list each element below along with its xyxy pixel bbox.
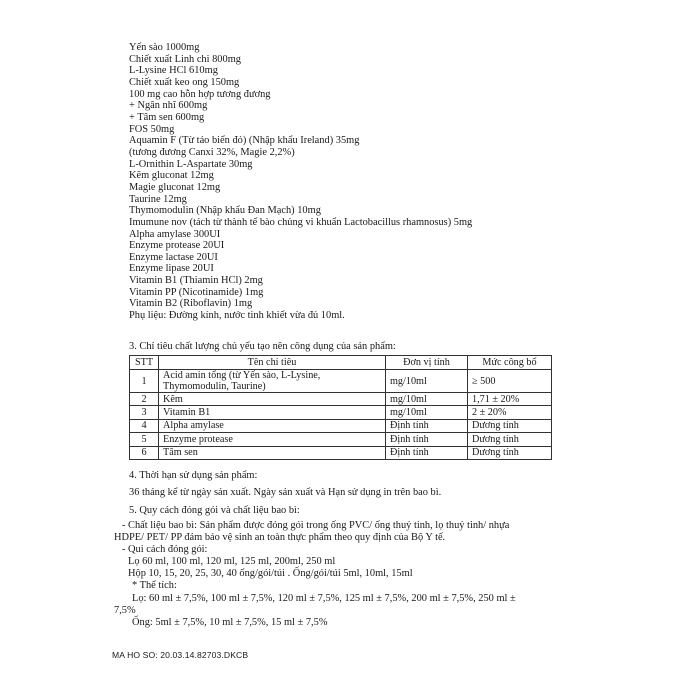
ingredient-item: L-Ornithin L-Aspartate 30mg [129,158,253,170]
cell-name-line-1: Alpha amylase [163,420,224,432]
cell-standard: 1,71 ± 20% [468,393,552,406]
ingredient-item: Vitamin B2 (Riboflavin) 1mg [129,298,253,310]
cell-unit: Định tính [386,419,468,432]
section-5-heading: 5. Quy cách đóng gói và chất liệu bao bì: [129,505,300,516]
cell-stt: 5 [130,433,159,446]
table-header-row [130,356,552,370]
header-stt: STT [130,356,159,370]
ingredient-item: Thymomodulin (Nhập khẩu Đan Mạch) 10mg [129,205,321,217]
cell-stt: 3 [130,406,159,419]
section-4-heading: 4. Thời hạn sử dụng sản phẩm: [129,470,258,481]
ingredient-item: Enzyme lipase 20UI [129,263,214,275]
ingredient-item: Kẽm gluconat 12mg [129,170,214,182]
volume-tube: Ống: 5ml ± 7,5%, 10 ml ± 7,5%, 15 ml ± 7,5% [132,616,328,628]
cell-standard: Dương tính [468,446,552,459]
cell-standard: Dương tính [468,433,552,446]
packing-bottle: Lọ 60 ml, 100 ml, 120 ml, 125 ml, 200ml, 250 ml [128,556,336,568]
packaging-details [114,520,554,629]
packing-heading: - Qui cách đóng gói: [122,544,208,556]
shelf-life-text: 36 tháng kể từ ngày sản xuất. Ngày sản xuất và Hạn sử dụng in trên bao bì. [129,487,442,498]
table-row [130,370,552,393]
ingredient-item: Taurine 12mg [129,193,187,205]
ingredient-item: L-Lysine HCl 610mg [129,65,218,77]
cell-unit: Định tính [386,433,468,446]
cell-standard: Dương tính [468,419,552,432]
cell-name-line-1: Enzyme protease [163,433,233,445]
header-name: Tên chỉ tiêu [159,356,386,370]
cell-name [159,433,386,446]
ingredient-item: Yến sào 1000mg [129,42,200,53]
ingredient-item: + Ngân nhĩ 600mg [129,100,208,112]
cell-name [159,446,386,459]
header-standard: Mức công bố [468,356,552,370]
cell-name-line-1: Vitamin B1 [163,407,211,419]
cell-name-line-2: Thymomodulin, Taurine) [163,381,266,392]
quality-criteria-table [129,355,552,460]
cell-unit: mg/10ml [386,406,468,419]
table-row [130,406,552,419]
cell-stt: 1 [130,370,159,393]
cell-standard: 2 ± 20% [468,406,552,419]
section-3-heading: 3. Chỉ tiêu chất lượng chủ yếu tạo nên công dụng của sản phẩm: [129,341,396,352]
cell-standard: ≥ 500 [468,370,552,393]
cell-name-line-1: Tâm sen [163,447,198,459]
ingredient-item: Alpha amylase 300UI [129,228,221,240]
cell-name [159,370,386,393]
table-row [130,419,552,432]
ingredient-item: Imumune nov (tách từ thành tế bào chủng vi khuẩn Lactobacillus rhamnosus) 5mg [129,216,473,228]
packing-box: Hộp 10, 15, 20, 25, 30, 40 ống/gói/túi . Ống/gói/túi 5ml, 10ml, 15ml [128,568,413,580]
ingredient-item: 100 mg cao hỗn hợp tương đương [129,88,271,100]
material-line-2: HDPE/ PET/ PP đảm bảo vệ sinh an toàn thực phẩm theo quy định của Bộ Y tế. [114,532,446,544]
cell-name [159,419,386,432]
ingredient-item: Aquamin F (Từ tảo biển đỏ) (Nhập khẩu Ireland) 35mg [129,135,360,147]
cell-unit: Định tính [386,446,468,459]
ingredient-item: Phụ liệu: Đường kính, nước tinh khiết vừa đủ 10ml. [129,310,345,322]
record-code: MA HO SO: 20.03.14.82703.DKCB [112,650,249,660]
volume-heading: * Thể tích: [132,580,177,592]
cell-name [159,393,386,406]
cell-stt: 4 [130,419,159,432]
ingredient-item: + Tâm sen 600mg [129,111,205,123]
table-row [130,446,552,459]
volume-bottle-line-2: 7,5% [114,604,136,616]
ingredient-item: FOS 50mg [129,123,175,135]
cell-stt: 2 [130,393,159,406]
cell-stt: 6 [130,446,159,459]
cell-name-line-1: Acid amin tổng (từ Yến sào, L-Lysine, [163,370,321,381]
ingredient-item: (tương đương Canxi 32%, Magie 2,2%) [129,146,295,158]
cell-unit: mg/10ml [386,393,468,406]
material-line-1: - Chất liệu bao bì: Sản phẩm được đóng gói trong ống PVC/ ống thuỷ tinh, lọ thuỷ tinh/ nhựa [122,520,510,531]
cell-name-line-1: Kẽm [163,393,183,405]
ingredient-list [129,42,649,322]
cell-unit: mg/10ml [386,370,468,393]
ingredient-item: Chiết xuất Linh chi 800mg [129,53,241,65]
ingredient-item: Magie gluconat 12mg [129,181,221,193]
volume-bottle-line-1: Lọ: 60 ml ± 7,5%, 100 ml ± 7,5%, 120 ml ± 7,5%, 125 ml ± 7,5%, 200 ml ± 7,5%, 250 ml ± [132,592,516,604]
ingredient-item: Enzyme protease 20UI [129,240,225,252]
cell-name [159,406,386,419]
header-unit: Đơn vị tính [386,356,468,370]
ingredient-item: Vitamin PP (Nicotinamide) 1mg [129,286,264,298]
ingredient-item: Vitamin B1 (Thiamin HCl) 2mg [129,275,263,287]
ingredient-item: Enzyme lactase 20UI [129,251,218,263]
table-row [130,433,552,446]
table-row [130,393,552,406]
ingredient-item: Chiết xuất keo ong 150mg [129,76,240,88]
